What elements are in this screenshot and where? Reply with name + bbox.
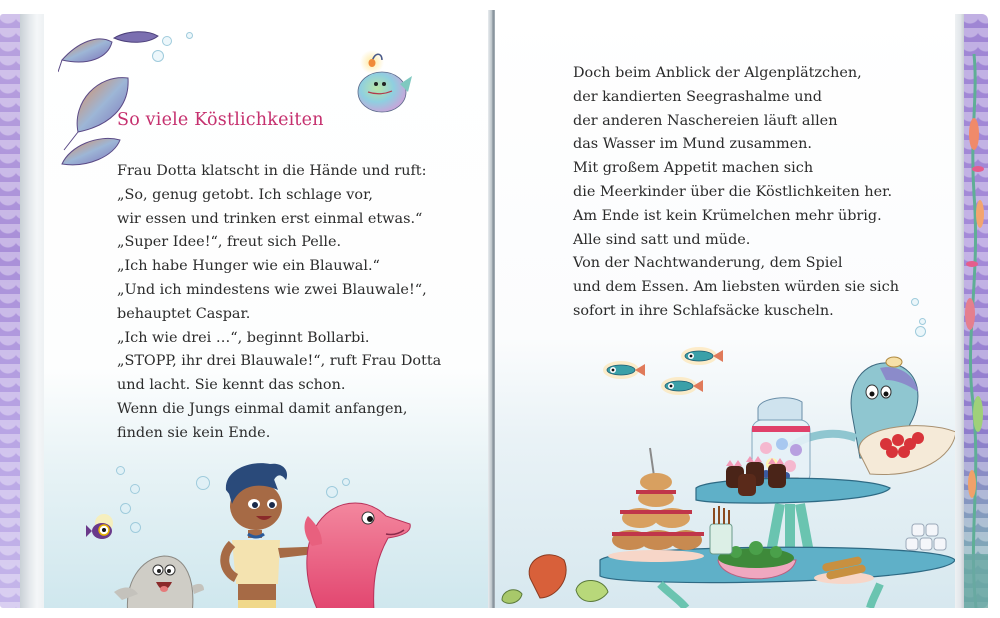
text-line: Mit großem Appetit machen sich	[573, 160, 814, 177]
chapter-title: So viele Köstlichkeiten	[117, 110, 324, 130]
bubble-icon	[919, 318, 926, 325]
text-line: „Und ich mindestens wie zwei Blauwale!“,	[117, 281, 427, 298]
right-page-text	[573, 62, 899, 324]
page-stack-left	[20, 14, 44, 608]
bubble-icon	[342, 478, 350, 486]
bubble-icon	[152, 50, 164, 62]
text-line: der kandierten Seegrashalme und	[573, 88, 822, 105]
seal-icon	[114, 534, 204, 608]
text-line: das Wasser im Mund zusammen.	[573, 136, 812, 153]
text-line: der anderen Naschereien läuft allen	[573, 112, 838, 129]
text-line: Frau Dotta klatscht in die Hände und ruft:	[117, 163, 427, 179]
text-line: Von der Nachtwanderung, dem Spiel	[573, 255, 843, 272]
text-line: die Meerkinder über die Köstlichkeiten her.	[573, 183, 893, 200]
text-line: behauptet Caspar.	[117, 305, 251, 322]
seaweed-border-icon	[962, 14, 988, 608]
text-line: wir essen und trinken erst einmal etwas.“	[117, 210, 423, 227]
bubble-icon	[196, 476, 210, 490]
text-line: Doch beim Anblick der Algenplätzchen,	[573, 65, 862, 81]
right-page	[495, 8, 955, 608]
pink-dolphin-icon	[292, 496, 412, 608]
bubble-icon	[116, 466, 125, 475]
coral-buffet-table-icon	[500, 328, 955, 608]
text-line: „Ich habe Hunger wie ein Blauwal.“	[117, 258, 380, 275]
book-cover-right	[962, 14, 988, 608]
text-line: sofort in ihre Schlafsäcke kuscheln.	[573, 302, 834, 319]
text-line: „STOPP, ihr drei Blauwale!“, ruft Frau Dotta	[117, 353, 442, 370]
left-page-text	[117, 160, 441, 446]
text-line: finden sie kein Ende.	[117, 424, 271, 441]
burger-tower-icon	[608, 448, 704, 562]
text-line: Am Ende ist kein Krümelchen mehr übrig.	[573, 207, 882, 224]
bubble-icon	[130, 484, 140, 494]
text-line: und lacht. Sie kennt das schon.	[117, 377, 346, 394]
text-line: „So, genug getobt. Ich schlage vor,	[117, 186, 373, 203]
bubble-icon	[911, 298, 919, 306]
page-stack-right	[955, 14, 964, 608]
anglerfish-icon	[346, 48, 416, 118]
left-page	[44, 8, 489, 608]
text-line: und dem Essen. Am liebsten würden sie sich	[573, 279, 899, 296]
text-line: „Super Idee!“, freut sich Pelle.	[117, 234, 342, 251]
text-line: „Ich wie drei …“, beginnt Bollarbi.	[117, 329, 370, 346]
strawberry-shell-icon	[859, 426, 955, 475]
bubble-icon	[130, 522, 141, 533]
text-line: Wenn die Jungs einmal damit anfangen,	[117, 400, 408, 417]
bubble-icon	[162, 36, 172, 46]
text-line: Alle sind satt und müde.	[573, 231, 751, 248]
bubble-icon	[186, 32, 193, 39]
seaweed-leaves-icon	[58, 22, 168, 172]
